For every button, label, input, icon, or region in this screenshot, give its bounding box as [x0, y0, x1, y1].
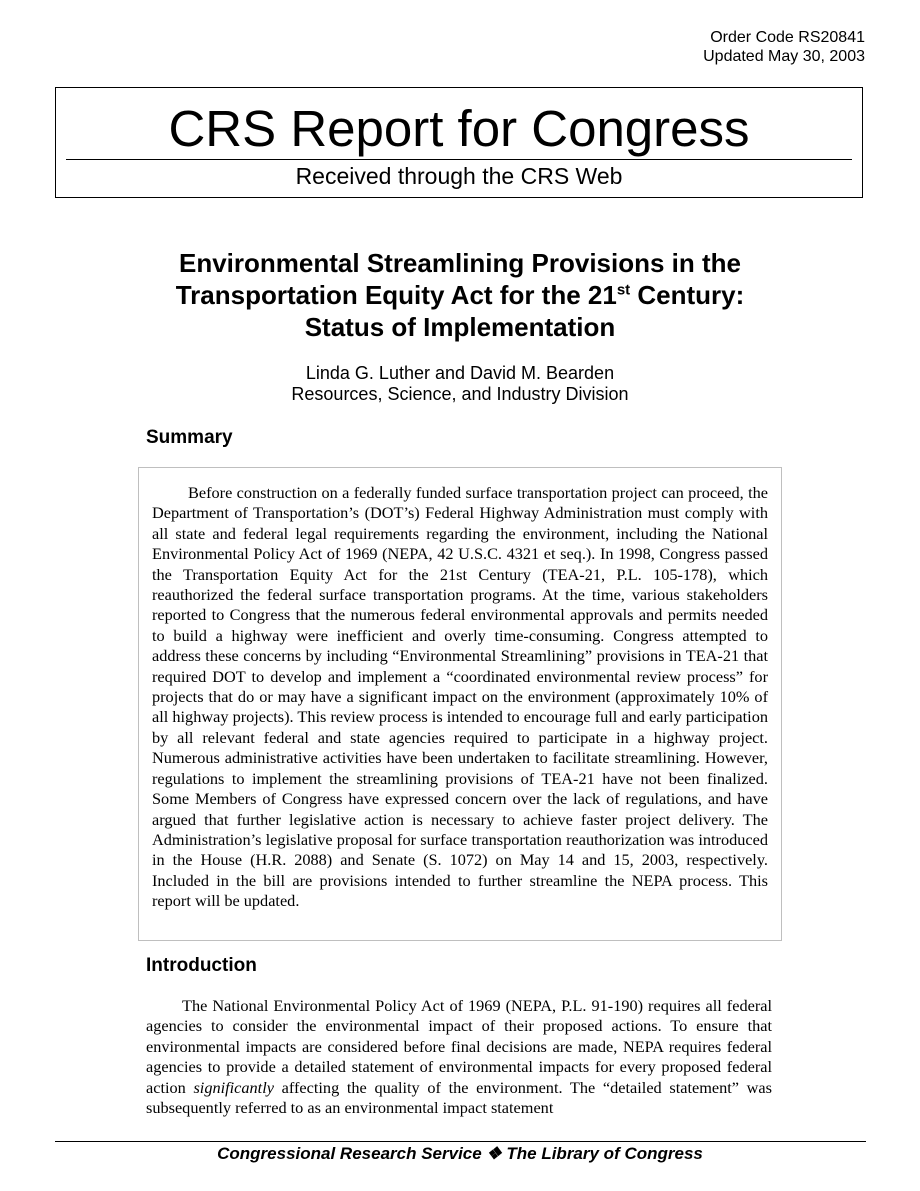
report-title-line-2-end: Century:	[630, 280, 745, 310]
updated-date: Updated May 30, 2003	[703, 48, 865, 65]
summary-text: Before construction on a federally funded surface transportation project can proceed, the Department of Transportation’s (DOT’s) Federal Highway Administration must comply with all state and federal legal requirements regarding the environment, including the National Environmental Policy Act of 1969 (NEPA, 42 U.S.C. 4321 et seq.). In 1998, Congress passed the Transportation Equity Act for the 21st Century (TEA-21, P.L. 105-178), which reauthorized the federal surface transportation programs. At the time, various stakeholders reported to Congress that the numerous federal environmental approvals and permits needed to build a highway were inefficient and overly time-consuming. Congress attempted to address these concerns by including “Environmental Streamlining” provisions in TEA-21 that required DOT to develop and implement a “coordinated environmental review process” for projects that do or may have a significant impact on the environment (approximately 10% of all highway projects). This review process is intended to encourage full and early participation by all relevant federal and state agencies required to participate in a highway project. Numerous administrative activities have been undertaken to facilitate streamlining. However, regulations to implement the streamlining provisions of TEA-21 have not been finalized. Some Members of Congress have expressed concern over the lack of regulations, and have argued that further legislative action is necessary to achieve faster project delivery. The Administration’s legislative proposal for surface transportation reauthorization was introduced in the House (H.R. 2088) and Senate (S. 1072) on May 14 and 15, 2003, respectively. Included in the bill are provisions intended to further streamline the NEPA process. This report will be updated.	[152, 483, 768, 911]
introduction-body	[146, 996, 772, 1118]
introduction-text-start: The National Environmental Policy Act of 1969 (NEPA, P.L. 91-190) requires all federal agencies to consider the environmental impact of their proposed actions. To ensure that environmental impacts are considered before final decisions are made, NEPA requires federal agencies to provide a detailed statement of environmental impacts for every proposed federal action	[146, 996, 772, 1097]
order-code: Order Code RS20841	[710, 29, 865, 46]
introduction-paragraph	[146, 996, 772, 1118]
introduction-emphasis: significantly	[193, 1077, 274, 1097]
banner-title: CRS Report for Congress	[168, 100, 750, 157]
report-title-line-2	[176, 280, 745, 310]
report-title-line-1: Environmental Streamlining Provisions in the	[179, 248, 741, 278]
report-title-line-2-text: Transportation Equity Act for the 21	[175, 280, 617, 310]
author-block	[100, 363, 820, 405]
banner-subtitle: Received through the CRS Web	[295, 163, 623, 189]
footer-divider	[55, 1141, 866, 1142]
summary-box	[138, 467, 782, 941]
summary-heading: Summary	[146, 427, 233, 448]
introduction-text-end: affecting the quality of the environment. The “detailed statement” was subsequently referred to as an environmental impact statement	[146, 1077, 772, 1118]
report-title-superscript: st	[616, 281, 631, 299]
footer-text: Congressional Research Service ❖ The Library of Congress	[217, 1144, 703, 1163]
crs-banner	[55, 87, 863, 198]
introduction-heading: Introduction	[146, 955, 257, 976]
report-title	[100, 247, 820, 343]
report-title-line-3: Status of Implementation	[304, 312, 616, 342]
authors: Linda G. Luther and David M. Bearden	[305, 363, 615, 383]
order-code-block	[703, 28, 865, 66]
division: Resources, Science, and Industry Division	[291, 384, 629, 404]
banner-divider	[66, 159, 852, 160]
